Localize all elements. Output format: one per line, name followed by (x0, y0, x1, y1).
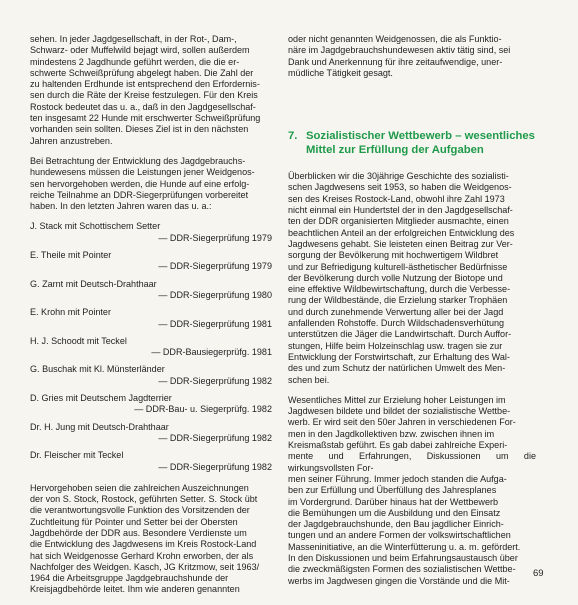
text-line: näre im Jagdgebrauchshundewesen aktiv tätig sind, sei (288, 45, 511, 56)
text-line: Jagdwesen bildete und bildet der sozialistische Wettbe- (288, 406, 511, 417)
winner-entry (30, 336, 278, 359)
winner-handler-and-dog: H. J. Schoodt mit Teckel (30, 335, 127, 346)
text-line: unterstützen die Jäger die Landwirtschaft. Durch Auffor- (288, 329, 512, 340)
text-line: werbs im Jagdwesen gingen die Vorstände und die Mit- (288, 575, 510, 586)
winner-trial: — DDR-Siegerprüfung 1982 (158, 461, 272, 472)
text-line: eine effektive Wildbewirtschaftung, durch die Verbesse- (288, 284, 511, 295)
text-line: beachtlichen Anteil an der erfolgreichen Entwicklung des (288, 227, 515, 238)
text-line: vorhanden sein sollten. Dieses Ziel ist in den nächsten (30, 124, 249, 135)
text-line: men in den Jagdkollektiven bzw. zwischen ihnen im (288, 428, 495, 439)
text-line: Jagdwesens gehabt. Sie leisteten einen Beitrag zur Ver- (288, 238, 513, 249)
text-line: und zur Befriedigung kulturell-ästhetischer Bedürfnisse (288, 261, 508, 272)
text-line: die Bemühungen um die Ausbildung und den Einsatz (288, 507, 501, 518)
text-line: Jahren anzustreben. (30, 135, 113, 146)
text-line: schwerte Schweißprüfung abgelegt haben. Die Zahl der (30, 67, 254, 78)
text-line: Entwicklung der Forstwirtschaft, zur Erhaltung des Wal- (288, 351, 510, 362)
winner-trial: — DDR-Bausiegerprüfg. 1981 (151, 347, 272, 358)
text-line: des und zum Schutz der natürlichen Umwelt des Men- (288, 363, 506, 374)
text-line: sehen. In jeder Jagdgesellschaft, in der Rot-, Dam-, (30, 34, 237, 44)
text-line: Rostock bedeutet das u. a., daß in den Jagdgesellschaf- (30, 101, 256, 112)
text-line: Kreismaßstab geführt. Es gab dabei zahlreiche Experi- (288, 440, 508, 451)
paragraph-hunting-dogs-requirement (30, 34, 278, 147)
text-line: Wesentliches Mittel zur Erzielung hoher Leistungen im (288, 394, 506, 405)
winner-entry (30, 279, 278, 302)
text-line: anfallenden Rohstoffe. Durch Wildschadensverhütung (288, 318, 505, 329)
text-line: ben zur Erfüllung und Überfüllung des Jahresplanes (288, 485, 497, 496)
text-line: schen bei. (288, 374, 330, 385)
winner-trial: — DDR-Bau- u. Siegerprüfg. 1982 (134, 404, 272, 415)
winner-trial: — DDR-Siegerprüfung 1982 (158, 432, 272, 443)
section-title (306, 129, 535, 157)
text-line: 1964 die Arbeitsgruppe Jagdgebrauchshunde der (30, 573, 229, 584)
text-line: Überblicken wir die 30jährige Geschichte des sozialisti- (288, 171, 509, 182)
text-line: rung der Wildbestände, die Erzielung starker Trophäen (288, 295, 508, 306)
text-line: ten insgesamt 22 Hunde mit erschwerter Schweißprüfung (30, 113, 261, 124)
paragraph-thanks (288, 34, 536, 79)
section-number: 7. (288, 130, 298, 143)
winner-trial: — DDR-Siegerprüfung 1981 (158, 318, 272, 329)
text-line: In den Diskussionen und beim Erfahrungsaustausch über (288, 552, 518, 563)
text-line: Dank und Anerkennung für ihre zeitaufwendige, uner- (288, 56, 503, 67)
winner-handler-and-dog: Dr. H. Jung mit Deutsch-Drahthaar (30, 421, 169, 432)
text-line: stungen, Hilfe beim Holzeinschlag usw. tragen sie zur (288, 340, 503, 351)
winner-entry (30, 393, 278, 416)
winner-handler-and-dog: J. Stack mit Schottischem Setter (30, 221, 161, 232)
page-number: 69 (533, 568, 544, 579)
text-line: sorgung der Bevölkerung mit hochwertigem Wildbret (288, 250, 499, 261)
text-line: haben. In den letzten Jahren waren das u. a.: (30, 201, 212, 212)
winner-handler-and-dog: E. Krohn mit Pointer (30, 307, 111, 318)
text-line: sen hervorgehoben werden, die Hunde auf eine erfolg- (30, 178, 250, 189)
text-line: der Bevölkerung durch volle Nutzung der Biotope und (288, 272, 503, 283)
text-line: oder nicht genannten Weidgenossen, die als Funktio- (288, 34, 502, 44)
right-column (288, 34, 536, 596)
text-line: sen des Kreises Rostock-Land, obwohl ihre Zahl 1973 (288, 193, 505, 204)
left-column (30, 34, 278, 605)
text-line: mente und Erfahrungen, Diskussionen um die wirkungsvollsten For- (288, 451, 536, 473)
text-line: Hervorgehoben seien die zahlreichen Auszeichnungen (30, 482, 249, 493)
winner-handler-and-dog: E. Theile mit Pointer (30, 250, 112, 261)
text-line: schen Jagdwesens seit 1953, so haben die Weidgenos- (288, 182, 512, 193)
winner-entry (30, 364, 278, 387)
winner-trial: — DDR-Siegerprüfung 1982 (158, 375, 272, 386)
text-line: zu haltenden Erdhunde ist entsprechend den Erfordernis- (30, 79, 260, 90)
paragraph-history-overview (288, 171, 536, 386)
text-line: reiche Teilnahme an DDR-Siegerprüfungen vorbereitet (30, 189, 249, 200)
text-line: hat sich Weidgenosse Gerhard Krohn erworben, der als (30, 550, 254, 561)
text-line: Bei Betrachtung der Entwicklung des Jagdgebrauchs- (30, 155, 246, 166)
winner-entry (30, 450, 278, 473)
trial-winners-list (30, 221, 278, 472)
text-line: hundewesens müssen die Leistungen jener Weidgenos- (30, 167, 255, 178)
text-line: Kreisjagdbehörde leitet. Ihm wie anderen genannten (30, 584, 240, 595)
winner-handler-and-dog: G. Buschak mit Kl. Münsterländer (30, 364, 165, 375)
heading-line: Mittel zur Erfüllung der Aufgaben (306, 144, 484, 157)
text-line: die Entwicklung des Jagdwesens im Kreis Rostock-Land (30, 539, 257, 550)
paragraph-honors-setters (30, 483, 278, 596)
text-line: Masseninitiative, an die Winterfütterung u. a. m. gefördert. (288, 541, 521, 552)
winner-trial: — DDR-Siegerprüfung 1979 (158, 232, 272, 243)
text-line: Jagdbehörde der DDR aus. Besondere Verdienste um (30, 527, 247, 538)
text-line: Schwarz- oder Muffelwild bejagt wird, sollen außerdem (30, 45, 250, 56)
heading-line: Sozialistischer Wettbewerb – wesentliches (306, 130, 535, 143)
text-line: die zweckmäßigsten Formen des sozialistischen Wettbe- (288, 564, 516, 575)
text-line: sen durch die Räte der Kreise festzulegen. Für den Kreis (30, 90, 258, 101)
text-line: im Vordergrund. Darüber hinaus hat der Wettbewerb (288, 496, 499, 507)
text-line: Zuchtleitung für Pointer und Setter bei der Obersten (30, 516, 238, 527)
winner-entry (30, 307, 278, 330)
winner-entry (30, 221, 278, 244)
text-line: tungen und an andere Formen der volkswirtschaftlichen (288, 530, 511, 541)
text-line: ten der DDR organisierten Mitglieder ausmachte, einen (288, 216, 509, 227)
text-line: der Jagdgebrauchshunde, den Bau jagdlicher Einrich- (288, 519, 504, 530)
winner-handler-and-dog: D. Gries mit Deutschem Jagdterrier (30, 393, 172, 404)
text-line: nicht einmal ein Hundertstel der in den Jagdgesellschaf- (288, 205, 513, 216)
paragraph-socialist-competition (288, 395, 536, 587)
text-line: Nachfolger des Weidgen. Kasch, JG Kritzmow, seit 1963/ (30, 561, 260, 572)
winner-entry (30, 422, 278, 445)
winner-trial: — DDR-Siegerprüfung 1980 (158, 289, 272, 300)
text-line: men seiner Führung. Immer jedoch standen die Aufga- (288, 473, 507, 484)
paragraph-dog-trials-intro (30, 156, 278, 212)
winner-handler-and-dog: G. Zarnt mit Deutsch-Drahthaar (30, 278, 157, 289)
text-line: und durch zunehmende Verwertung aller bei der Jagd (288, 306, 504, 317)
winner-entry (30, 250, 278, 273)
winner-trial: — DDR-Siegerprüfung 1979 (158, 261, 272, 272)
text-line: die verantwortungsvolle Funktion des Vorsitzenden der (30, 505, 250, 516)
section-heading (288, 129, 536, 157)
text-line: mindestens 2 Jagdhunde geführt werden, die die er- (30, 56, 240, 67)
text-line: werb. Er wird seit den 50er Jahren in verschiedenen For- (288, 417, 516, 428)
text-line: müdliche Tätigkeit gesagt. (288, 67, 393, 78)
text-line: der von S. Stock, Rostock, geführten Setter. S. Stock übt (30, 494, 258, 505)
winner-handler-and-dog: Dr. Fleischer mit Teckel (30, 450, 124, 461)
